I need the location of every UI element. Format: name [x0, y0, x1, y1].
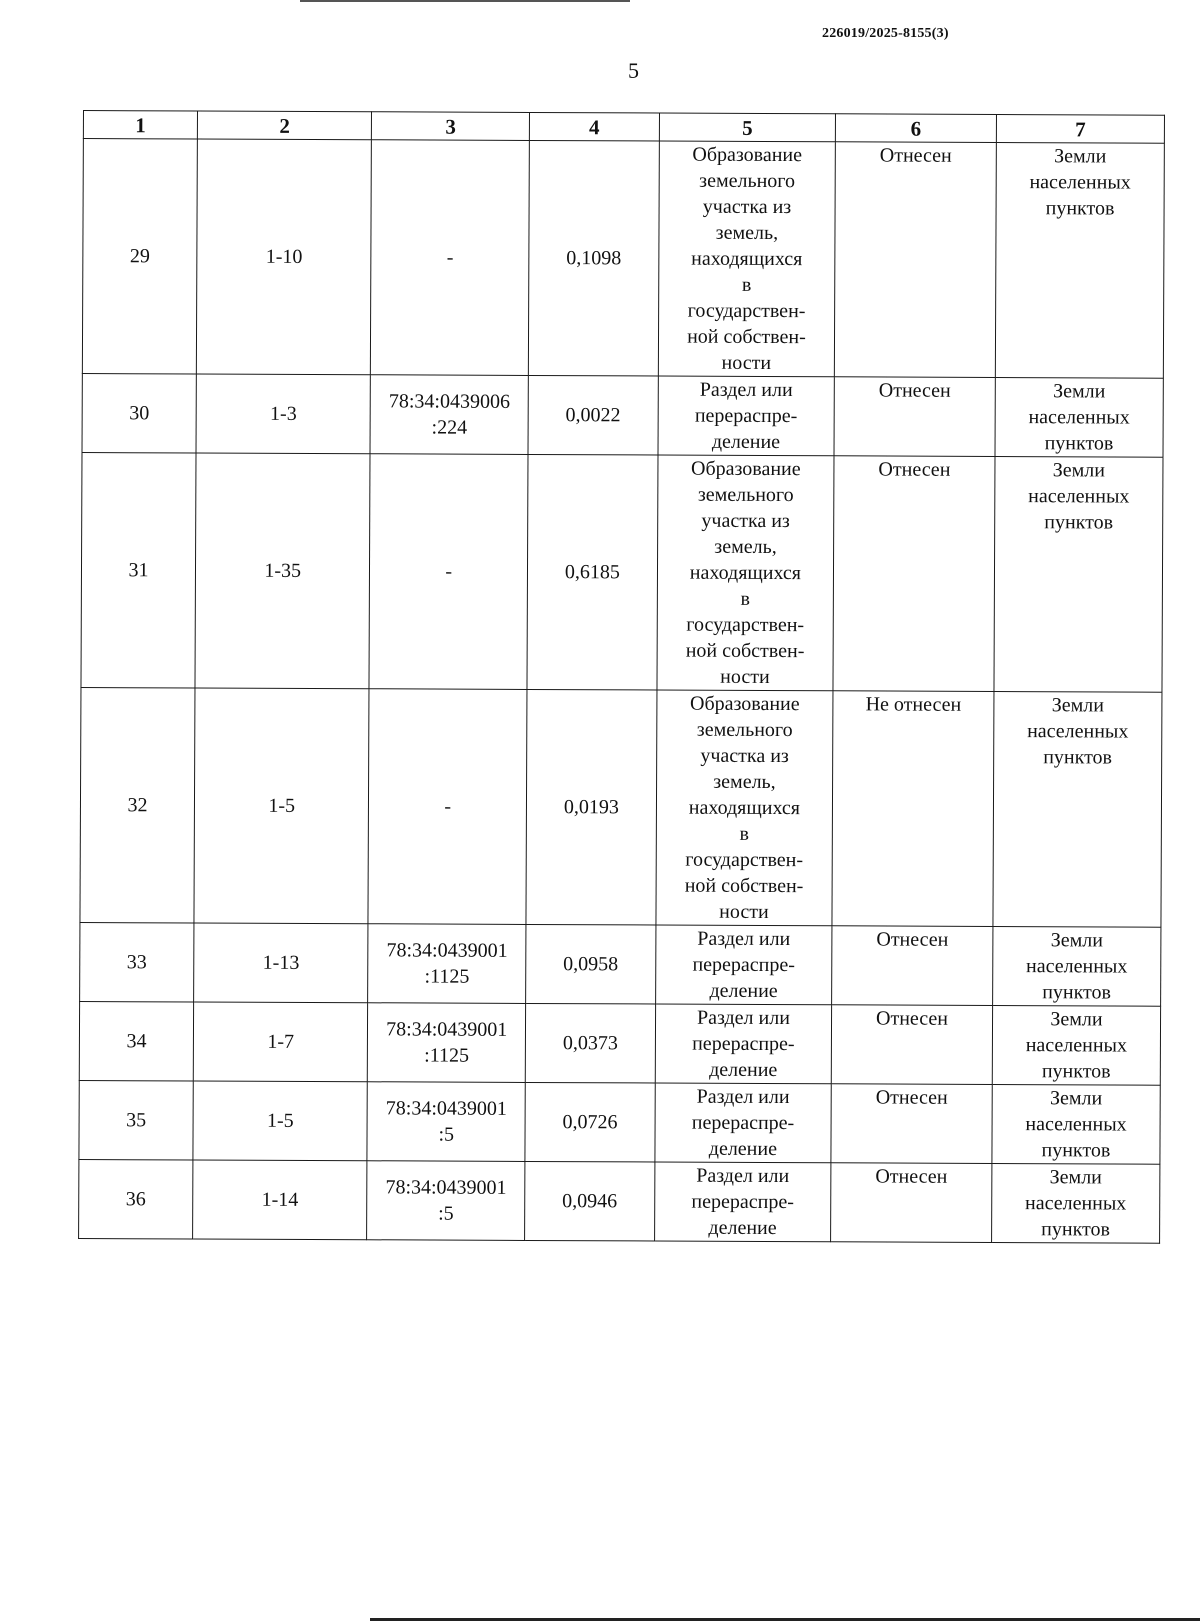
table-row	[81, 452, 1163, 692]
cell-number: 29	[82, 139, 197, 374]
cell-status: Отнесен	[834, 142, 996, 378]
land-plot-table	[78, 110, 1165, 1244]
column-header-1: 1	[83, 111, 197, 139]
cell-land-category: Земли населенных пунктов	[991, 1163, 1159, 1243]
cell-plot-designation: 1-5	[194, 688, 369, 924]
table-row	[82, 373, 1163, 457]
cell-status: Отнесен	[831, 1005, 992, 1085]
document-number: 226019/2025-8155(3)	[822, 26, 949, 41]
table-row	[80, 687, 1162, 927]
cell-number: 33	[80, 922, 194, 1001]
cell-plot-designation: 1-13	[194, 923, 369, 1003]
cell-area: 0,6185	[527, 454, 658, 690]
cell-number: 34	[79, 1001, 193, 1080]
cell-plot-designation: 1-35	[195, 453, 370, 689]
cell-area: 0,0373	[525, 1003, 655, 1083]
cell-number: 32	[80, 687, 195, 922]
cell-cadastral-number: 78:34:0439001 :5	[367, 1161, 525, 1241]
cell-land-category: Земли населенных пунктов	[993, 691, 1162, 927]
cell-plot-designation: 1-3	[196, 374, 371, 454]
cell-status: Отнесен	[833, 456, 995, 692]
column-header-6: 6	[835, 114, 996, 143]
cell-plot-designation: 1-10	[196, 139, 371, 375]
table-row	[82, 139, 1164, 379]
cell-area: 0,0958	[526, 924, 656, 1004]
page-number: 5	[628, 58, 639, 83]
cell-cadastral-number: 78:34:0439006 :224	[370, 375, 528, 455]
column-header-7: 7	[996, 114, 1164, 143]
land-plot-table-container	[78, 110, 1165, 1244]
cell-number: 30	[82, 373, 196, 452]
cell-land-category: Земли населенных пунктов	[992, 1084, 1160, 1164]
column-header-2: 2	[197, 111, 371, 140]
cell-status: Отнесен	[831, 1163, 992, 1243]
cell-land-category: Земли населенных пунктов	[994, 456, 1163, 692]
table-row	[79, 1080, 1160, 1164]
table-row	[79, 1159, 1160, 1243]
cell-area: 0,0946	[525, 1161, 655, 1241]
cell-formation-method: Образование земельного участка из земель, находящихся в государствен- ной собствен- ности	[657, 455, 834, 691]
column-header-4: 4	[529, 112, 659, 141]
cell-land-category: Земли населенных пунктов	[992, 1005, 1160, 1085]
cell-formation-method: Образование земельного участка из земель, находящихся в государствен- ной собствен- ности	[658, 141, 835, 377]
cell-number: 36	[79, 1159, 193, 1238]
table-row	[79, 1001, 1160, 1085]
cell-cadastral-number: 78:34:0439001 :5	[367, 1082, 525, 1162]
cell-formation-method: Раздел или перераспре- деление	[654, 1162, 831, 1242]
table-body	[79, 139, 1165, 1244]
cell-formation-method: Образование земельного участка из земель, находящихся в государствен- ной собствен- ности	[656, 690, 833, 926]
cell-formation-method: Раздел или перераспре- деление	[655, 925, 832, 1005]
cell-plot-designation: 1-14	[193, 1160, 368, 1240]
cell-land-category: Земли населенных пунктов	[995, 142, 1164, 378]
cell-status: Не отнесен	[832, 691, 994, 927]
column-header-3: 3	[372, 112, 530, 141]
cell-area: 0,0022	[528, 375, 658, 455]
cell-area: 0,0726	[525, 1082, 655, 1162]
cell-cadastral-number: 78:34:0439001 :1125	[368, 924, 526, 1004]
cell-cadastral-number: -	[369, 454, 528, 690]
cell-formation-method: Раздел или перераспре- деление	[655, 1004, 832, 1084]
cell-land-category: Земли населенных пунктов	[995, 377, 1163, 457]
cell-plot-designation: 1-7	[193, 1002, 368, 1082]
cell-formation-method: Раздел или перераспре- деление	[655, 1083, 832, 1163]
cell-area: 0,0193	[526, 689, 657, 925]
cell-land-category: Земли населенных пунктов	[993, 926, 1161, 1006]
cell-formation-method: Раздел или перераспре- деление	[658, 376, 835, 456]
scan-artifact-line	[370, 1618, 1200, 1621]
cell-number: 31	[81, 452, 196, 687]
cell-cadastral-number: -	[371, 140, 530, 376]
cell-number: 35	[79, 1080, 193, 1159]
cell-cadastral-number: 78:34:0439001 :1125	[368, 1003, 526, 1083]
cell-area: 0,1098	[528, 140, 659, 376]
column-header-5: 5	[659, 113, 835, 142]
cell-cadastral-number: -	[368, 689, 527, 925]
cell-status: Отнесен	[834, 377, 995, 457]
cell-plot-designation: 1-5	[193, 1081, 368, 1161]
cell-status: Отнесен	[831, 1084, 992, 1164]
table-row	[80, 922, 1161, 1006]
cell-status: Отнесен	[832, 926, 993, 1006]
scan-artifact-line	[300, 0, 630, 2]
